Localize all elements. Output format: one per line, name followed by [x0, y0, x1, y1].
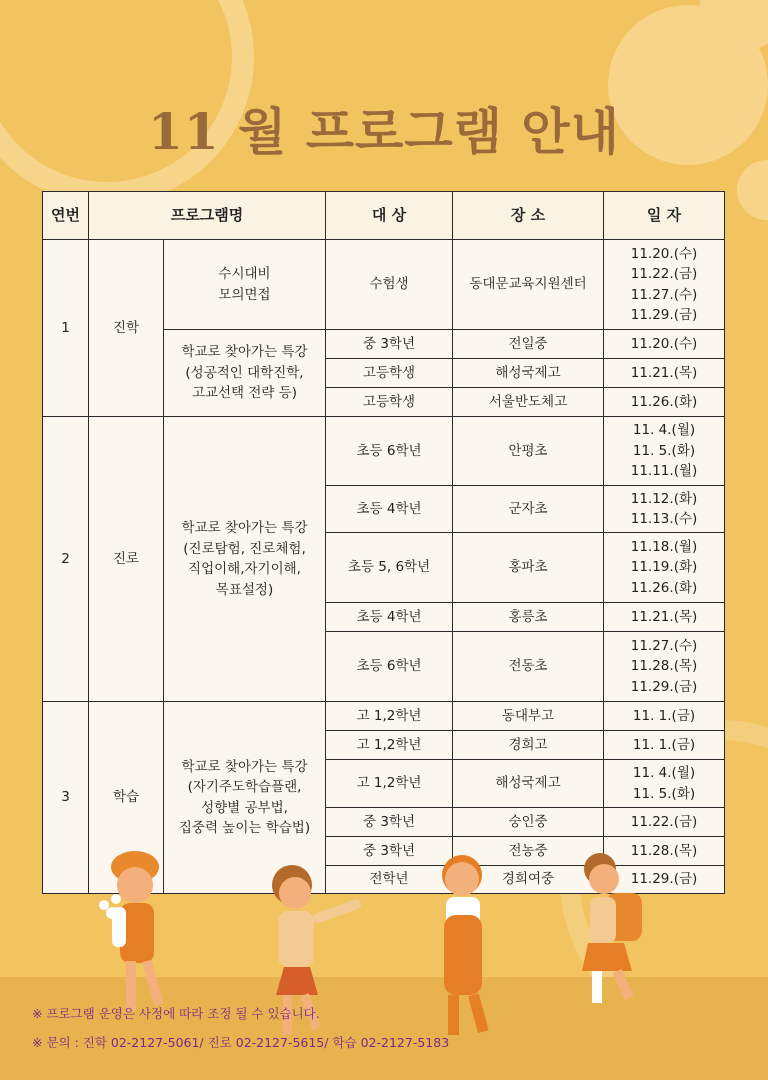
header-no: 연번	[43, 192, 89, 240]
place-cell: 전일중	[453, 330, 604, 359]
place-cell: 전농중	[453, 837, 604, 866]
bg-circle-mid	[737, 160, 768, 220]
date-cell: 11.27.(수) 11.28.(목) 11.29.(금)	[604, 632, 725, 702]
place-cell: 서울반도체고	[453, 388, 604, 417]
date-cell: 11.26.(화)	[604, 388, 725, 417]
target-cell: 고 1,2학년	[326, 731, 453, 760]
place-cell: 홍파초	[453, 533, 604, 603]
date-cell: 11.12.(화) 11.13.(수)	[604, 486, 725, 533]
place-cell: 숭인중	[453, 808, 604, 837]
date-cell: 11. 1.(금)	[604, 731, 725, 760]
group-number: 1	[43, 240, 89, 417]
group-category: 진로	[89, 417, 164, 702]
target-cell: 초등 6학년	[326, 417, 453, 486]
date-cell: 11.29.(금)	[604, 866, 725, 894]
kid-overalls-illustration	[442, 855, 489, 1035]
target-cell: 수험생	[326, 240, 453, 330]
target-cell: 고등학생	[326, 359, 453, 388]
group-category: 학습	[89, 702, 164, 894]
target-cell: 중 3학년	[326, 330, 453, 359]
table-row	[43, 240, 725, 330]
target-cell: 초등 4학년	[326, 603, 453, 632]
place-cell: 전동초	[453, 632, 604, 702]
place-cell: 해성국제고	[453, 760, 604, 808]
date-cell: 11. 4.(월) 11. 5.(화) 11.11.(월)	[604, 417, 725, 486]
program-name: 학교로 찾아가는 특강 (성공적인 대학진학, 고교선택 전략 등)	[164, 330, 326, 417]
date-cell: 11.20.(수) 11.22.(금) 11.27.(수) 11.29.(금)	[604, 240, 725, 330]
group-category: 진학	[89, 240, 164, 417]
group-number: 3	[43, 702, 89, 894]
page-title: 11 월 프로그램 안내	[148, 102, 620, 161]
header-program: 프로그램명	[89, 192, 326, 240]
place-cell: 군자초	[453, 486, 604, 533]
footer-note: ※ 프로그램 운영은 사정에 따라 조정 될 수 있습니다.	[32, 1006, 320, 1021]
target-cell: 고 1,2학년	[326, 760, 453, 808]
place-cell: 안평초	[453, 417, 604, 486]
header-target: 대 상	[326, 192, 453, 240]
table-row	[43, 702, 725, 731]
date-cell: 11.20.(수)	[604, 330, 725, 359]
date-cell: 11.22.(금)	[604, 808, 725, 837]
target-cell: 초등 4학년	[326, 486, 453, 533]
place-cell: 홍릉초	[453, 603, 604, 632]
target-cell: 고등학생	[326, 388, 453, 417]
target-cell: 고 1,2학년	[326, 702, 453, 731]
place-cell: 경희여중	[453, 866, 604, 894]
place-cell: 해성국제고	[453, 359, 604, 388]
kid-with-flowers-illustration	[99, 851, 163, 1011]
kid-backpack-illustration	[582, 853, 642, 1003]
target-cell: 초등 5, 6학년	[326, 533, 453, 603]
date-cell: 11.28.(목)	[604, 837, 725, 866]
place-cell: 경희고	[453, 731, 604, 760]
program-name: 학교로 찾아가는 특강 (자기주도학습플랜, 성향별 공부법, 집중력 높이는 학습법)	[164, 702, 326, 894]
place-cell: 동대부고	[453, 702, 604, 731]
target-cell: 중 3학년	[326, 837, 453, 866]
target-cell: 중 3학년	[326, 808, 453, 837]
header-place: 장 소	[453, 192, 604, 240]
date-cell: 11.21.(목)	[604, 359, 725, 388]
header-date: 일 자	[604, 192, 725, 240]
date-cell: 11.18.(월) 11.19.(화) 11.26.(화)	[604, 533, 725, 603]
date-cell: 11.21.(목)	[604, 603, 725, 632]
table-header-row	[43, 192, 725, 240]
program-schedule-table	[42, 191, 725, 894]
footer-contact: ※ 문의 : 진학 02-2127-5061/ 진로 02-2127-5615/ 학습 02-2127-5183	[32, 1035, 450, 1050]
group-number: 2	[43, 417, 89, 702]
table-row	[43, 417, 725, 486]
target-cell: 초등 6학년	[326, 632, 453, 702]
program-name: 수시대비 모의면접	[164, 240, 326, 330]
place-cell: 동대문교육지원센터	[453, 240, 604, 330]
date-cell: 11. 4.(월) 11. 5.(화)	[604, 760, 725, 808]
program-name: 학교로 찾아가는 특강 (진로탐험, 진로체험, 직업이해,자기이해, 목표설정)	[164, 417, 326, 702]
date-cell: 11. 1.(금)	[604, 702, 725, 731]
target-cell: 전학년	[326, 866, 453, 894]
